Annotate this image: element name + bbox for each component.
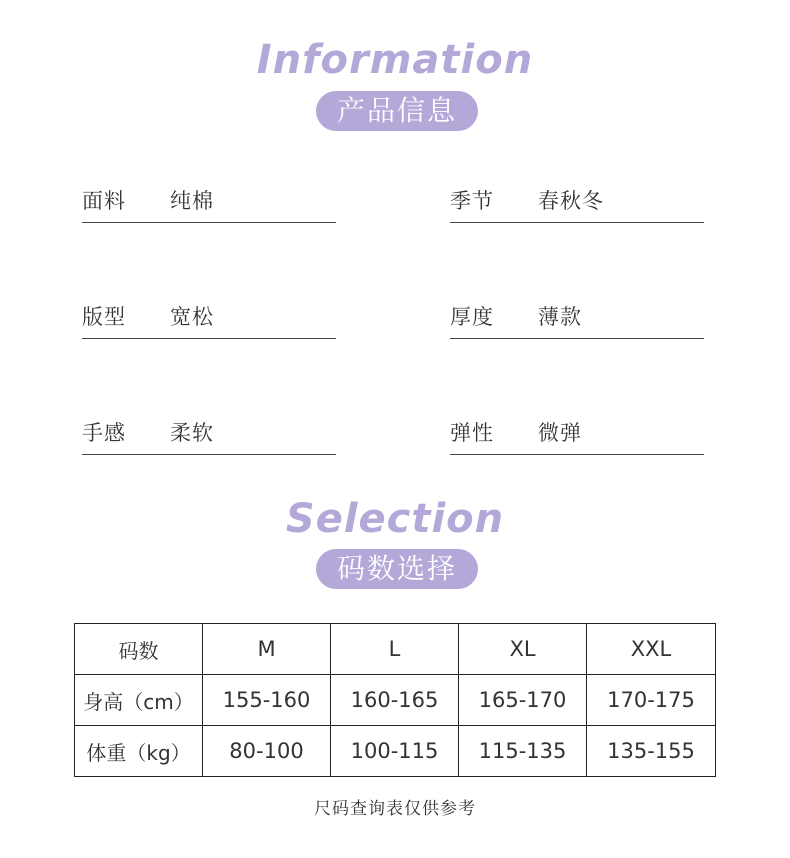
info-key: 面料 <box>82 189 126 213</box>
info-value: 薄款 <box>538 305 582 329</box>
info-key: 季节 <box>450 189 494 213</box>
table-cell: 160-165 <box>331 675 459 726</box>
table-header-cell: M <box>203 624 331 675</box>
selection-heading: Selection <box>285 496 505 542</box>
info-item-elasticity <box>450 418 704 455</box>
info-item-season <box>450 186 704 223</box>
info-key: 手感 <box>82 421 126 445</box>
info-key: 版型 <box>82 305 126 329</box>
table-header-cell: L <box>331 624 459 675</box>
table-cell: 170-175 <box>587 675 716 726</box>
info-item-fit <box>82 302 336 339</box>
table-cell: 115-135 <box>459 726 587 777</box>
table-cell: 体重（kg） <box>75 726 203 777</box>
info-value: 春秋冬 <box>538 189 604 213</box>
table-header-row <box>75 624 716 675</box>
table-header-cell: XL <box>459 624 587 675</box>
info-value: 宽松 <box>170 305 214 329</box>
info-item-thickness <box>450 302 704 339</box>
info-value: 柔软 <box>170 421 214 445</box>
table-cell: 100-115 <box>331 726 459 777</box>
table-cell: 155-160 <box>203 675 331 726</box>
table-cell: 身高（cm） <box>75 675 203 726</box>
info-item-fabric <box>82 186 336 223</box>
table-cell: 135-155 <box>587 726 716 777</box>
size-table-note: 尺码查询表仅供参考 <box>314 799 476 819</box>
info-key: 厚度 <box>450 305 494 329</box>
table-cell: 80-100 <box>203 726 331 777</box>
table-cell: 165-170 <box>459 675 587 726</box>
size-table <box>74 623 716 777</box>
table-header-cell: 码数 <box>75 624 203 675</box>
table-row <box>75 675 716 726</box>
table-row <box>75 726 716 777</box>
info-item-feel <box>82 418 336 455</box>
table-header-cell: XXL <box>587 624 716 675</box>
information-subtitle-badge: 产品信息 <box>316 91 478 131</box>
selection-subtitle-badge: 码数选择 <box>316 549 478 589</box>
info-value: 纯棉 <box>170 189 214 213</box>
info-key: 弹性 <box>450 421 494 445</box>
information-heading: Information <box>256 37 534 83</box>
info-value: 微弹 <box>538 421 582 445</box>
